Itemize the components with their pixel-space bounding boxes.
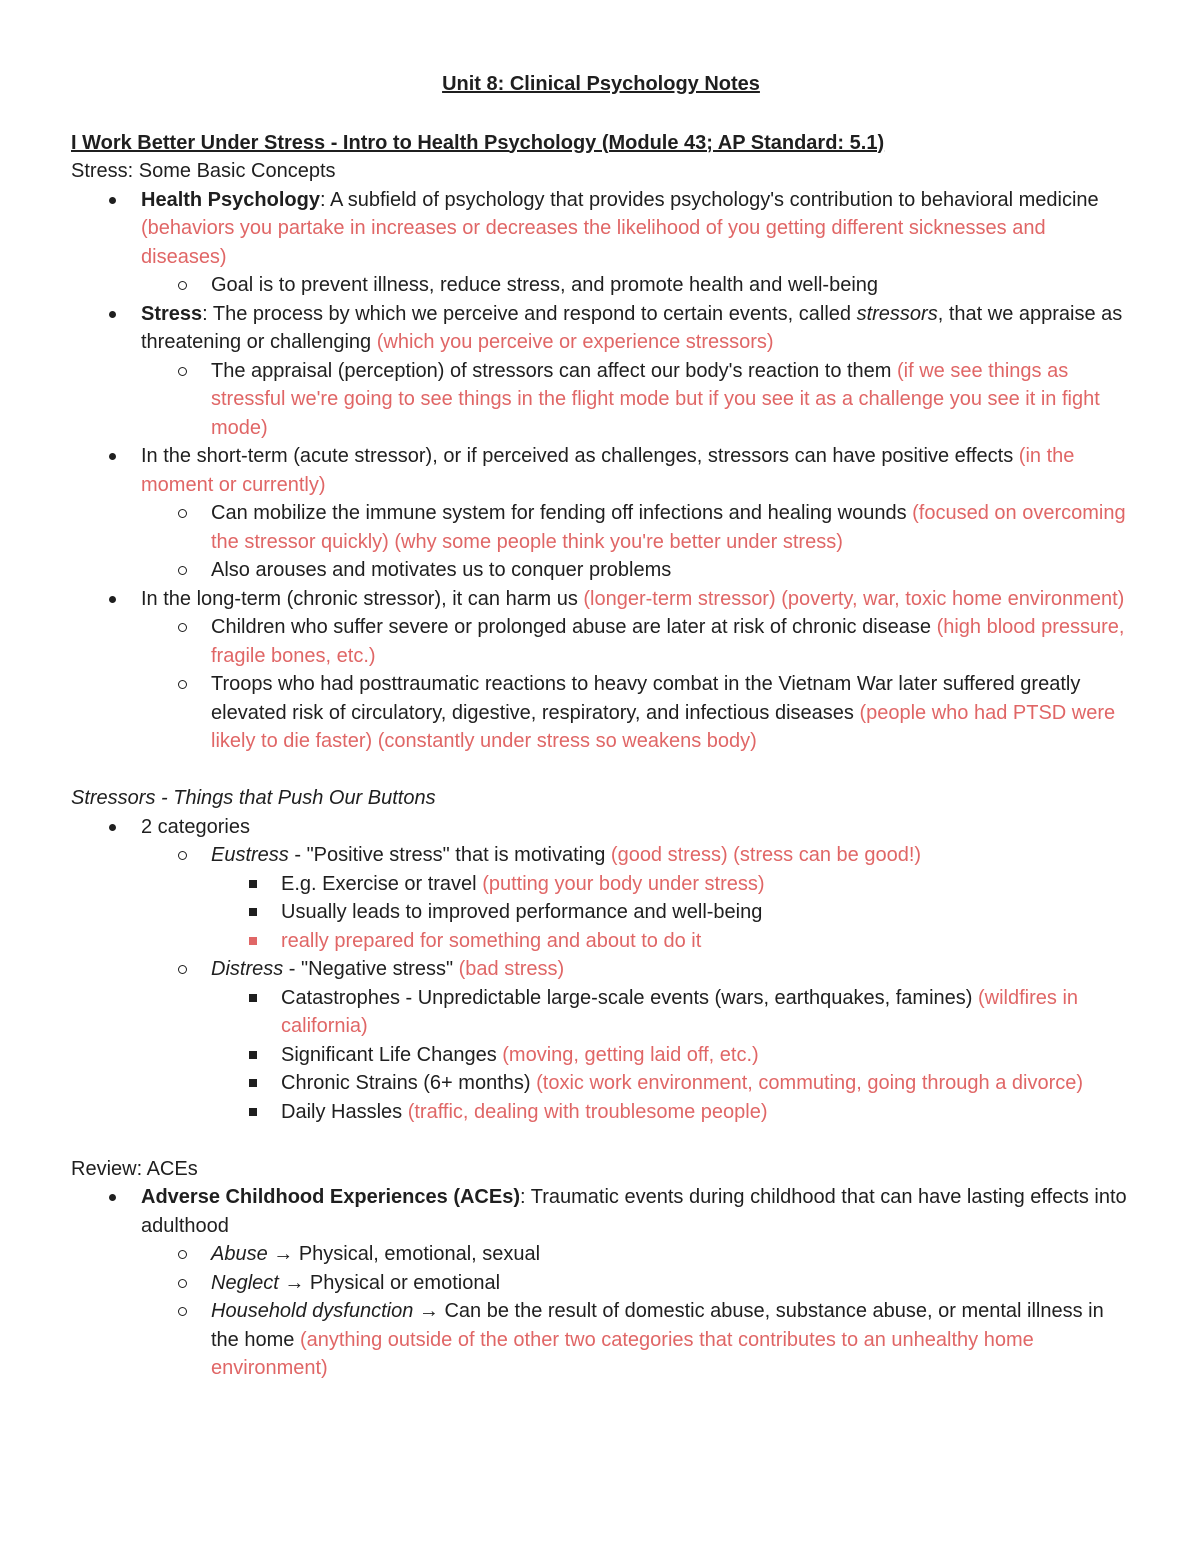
bullet-list — [71, 1183, 1131, 1383]
list-text: Chronic Strains (6+ months) — [281, 1072, 537, 1094]
annotation-note: (in the moment or currently) — [141, 445, 1075, 496]
list-text: Catastrophes - Unpredictable large-scale events (wars, earthquakes, famines) — [281, 986, 978, 1009]
list-text: → Can be the result of domestic abuse, substance abuse, or mental illness in the home — [211, 1300, 1104, 1351]
definition-text: : A subfield of psychology that provides psychology's contribution to behavioral medicine — [319, 188, 1099, 211]
annotation-note: (focused on overcoming the stressor quickly) (why some people think you're better under stress) — [211, 502, 1126, 553]
definition-text: , that we appraise as threatening or challenging — [141, 302, 1123, 353]
list-text: The appraisal (perception) of stressors can affect our body's reaction to them — [211, 359, 898, 382]
term-aces: Adverse Childhood Experiences (ACEs) — [141, 1186, 520, 1208]
list-text: 2 categories — [141, 815, 250, 838]
list-item — [211, 898, 1131, 927]
list-item — [211, 870, 1131, 899]
list-text: Daily Hassles — [281, 1100, 408, 1123]
term-distress: Distress — [211, 958, 284, 980]
term-household-dysfunction: Household dysfunction — [211, 1300, 414, 1322]
annotation-note: (which you perceive or experience stressors) — [376, 331, 774, 353]
list-item — [71, 585, 1131, 756]
list-item — [141, 1297, 1131, 1383]
list-item — [211, 984, 1131, 1041]
section-heading-stressors — [71, 784, 1131, 813]
term-abuse: Abuse — [211, 1243, 268, 1265]
annotation-note: (people who had PTSD were likely to die faster) (constantly under stress so weakens body) — [211, 701, 1116, 752]
annotation-note: (if we see things as stressful we're going to see things in the flight mode but if you see it as a challenge you see it in fight mode) — [211, 359, 1100, 439]
list-text: Troops who had posttraumatic reactions to heavy combat in the Vietnam War later suffered greatly elevated risk of circulatory, digestive, respiratory, and infectious diseases — [211, 673, 1081, 724]
list-text: Children who suffer severe or prolonged abuse are later at risk of chronic disease — [211, 616, 937, 638]
subheading-stress-basics: Stress: Some Basic Concepts — [71, 160, 336, 182]
list-text: Also arouses and motivates us to conquer problems — [211, 559, 672, 581]
annotation-note: (traffic, dealing with troublesome people) — [407, 1100, 768, 1123]
annotation-note: (behaviors you partake in increases or decreases the likelihood of you getting different sicknesses and diseases) — [141, 217, 1046, 268]
annotation-note: (bad stress) — [458, 958, 565, 980]
list-text: In the short-term (acute stressor), or if perceived as challenges, stressors can have positive effects — [141, 445, 1019, 467]
list-item — [71, 186, 1131, 300]
list-item — [71, 300, 1131, 443]
term-neglect: Neglect — [211, 1271, 279, 1294]
annotation-note: really prepared for something and about to do it — [281, 929, 702, 952]
section-heading-text: Stressors - Things that Push Our Buttons — [71, 787, 436, 809]
list-text: - "Negative stress" — [283, 958, 459, 980]
list-text: - "Positive stress" that is motivating — [288, 844, 611, 866]
list-item — [141, 955, 1131, 1126]
document-page — [71, 70, 1131, 1383]
list-text: → Physical, emotional, sexual — [267, 1243, 541, 1265]
bullet-list — [71, 813, 1131, 1127]
annotation-note: (putting your body under stress) — [482, 872, 765, 895]
list-item — [141, 1269, 1131, 1298]
list-item — [211, 1098, 1131, 1127]
bullet-list — [71, 186, 1131, 756]
list-item — [141, 271, 1131, 300]
list-text: Can mobilize the immune system for fending off infections and healing wounds — [211, 502, 913, 524]
list-item — [141, 357, 1131, 443]
definition-text: : Traumatic events during childhood that can have lasting effects into adulthood — [141, 1186, 1127, 1237]
list-item — [211, 927, 1131, 956]
annotation-note: (toxic work environment, commuting, going through a divorce) — [536, 1072, 1084, 1094]
list-item — [141, 1240, 1131, 1269]
list-item — [141, 499, 1131, 556]
section-heading-aces: Review: ACEs — [71, 1157, 198, 1180]
section-heading-health-psychology: I Work Better Under Stress - Intro to Health Psychology (Module 43; AP Standard: 5.1) — [71, 131, 885, 154]
term-health-psychology: Health Psychology — [141, 188, 320, 211]
annotation-note: (anything outside of the other two categories that contributes to an unhealthy home environment) — [211, 1328, 1034, 1379]
list-item — [71, 1183, 1131, 1383]
list-item — [141, 841, 1131, 955]
list-text: Usually leads to improved performance and well-being — [281, 901, 763, 923]
list-item — [141, 613, 1131, 670]
term-stress: Stress — [141, 302, 203, 325]
annotation-note: (longer-term stressor) (poverty, war, toxic home environment) — [583, 587, 1125, 610]
list-item — [71, 813, 1131, 1127]
list-item — [141, 670, 1131, 756]
term-eustress: Eustress — [211, 844, 289, 866]
list-text: E.g. Exercise or travel — [281, 872, 483, 895]
list-text: Significant Life Changes — [281, 1043, 503, 1066]
annotation-note: (good stress) (stress can be good!) — [610, 844, 922, 866]
italic-term: stressors — [856, 302, 938, 325]
annotation-note: (high blood pressure, fragile bones, etc.) — [211, 616, 1125, 667]
annotation-note: (wildfires in california) — [281, 986, 1079, 1037]
definition-text: : The process by which we perceive and respond to certain events, called — [202, 302, 857, 325]
list-item — [71, 442, 1131, 585]
list-text: Goal is to prevent illness, reduce stress, and promote health and well-being — [211, 274, 879, 296]
list-item — [141, 556, 1131, 585]
list-text: In the long-term (chronic stressor), it can harm us — [141, 587, 584, 610]
list-item — [211, 1069, 1131, 1098]
list-text: → Physical or emotional — [278, 1271, 501, 1294]
annotation-note: (moving, getting laid off, etc.) — [502, 1043, 759, 1066]
list-item — [211, 1041, 1131, 1070]
document-title: Unit 8: Clinical Psychology Notes — [442, 73, 760, 95]
